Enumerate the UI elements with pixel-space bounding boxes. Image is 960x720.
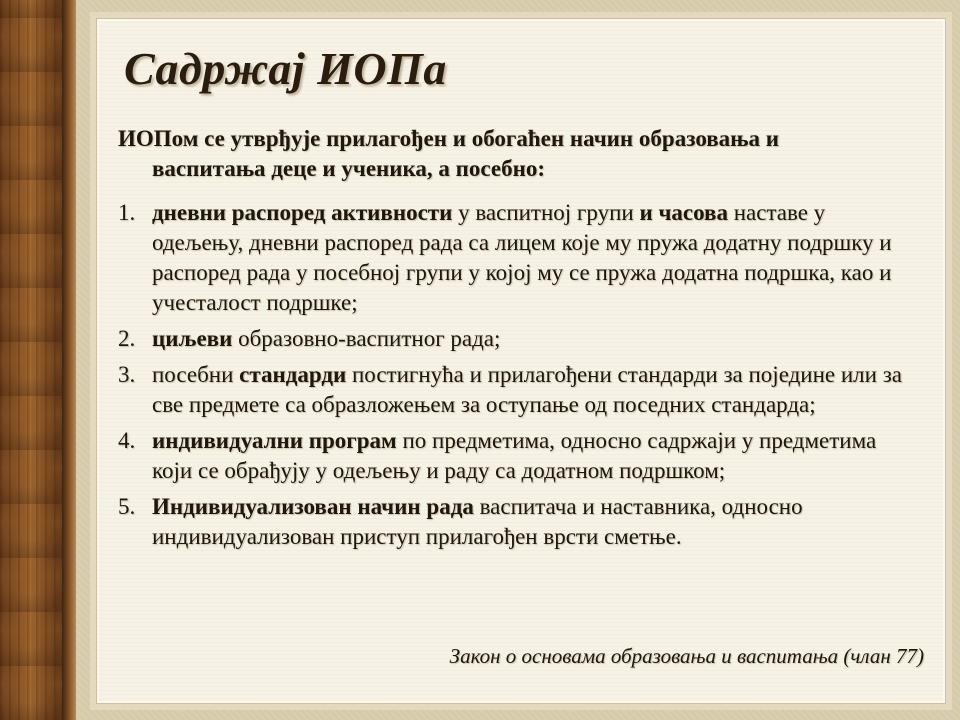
item-text: васпитача и наставника, односно индивидуализован приступ прилагођен врсти сметње. <box>152 494 803 549</box>
list-number: 5. <box>118 494 136 519</box>
intro-line-2: васпитања деце и ученика, а посебно: <box>152 156 546 181</box>
wood-edge <box>62 0 76 720</box>
list-number: 4. <box>118 428 136 453</box>
item-text-bold: стандарди <box>239 362 347 387</box>
item-text: наставе у одељењу, дневни распоред рада са лицем које му пружа додатну подршку и распоред рада у посебној групи у којој му се пружа додатна подршка, као и учесталост подршке; <box>152 200 892 315</box>
list-item <box>118 426 918 486</box>
item-text-bold: дневни распоред активности <box>152 200 453 225</box>
content-list <box>118 198 918 558</box>
list-number: 2. <box>118 326 136 351</box>
item-text-bold: индивидуални програм <box>152 428 397 453</box>
list-item <box>118 360 918 420</box>
item-text: посебни <box>152 362 240 387</box>
list-item <box>118 492 918 552</box>
item-text-bold: циљеви <box>152 326 233 351</box>
item-text-bold: Индивидуализован начин рада <box>152 494 474 519</box>
item-text: образовно-васпитног рада; <box>232 326 501 351</box>
slide-title: Садржај ИОПа <box>124 43 447 94</box>
intro-paragraph <box>118 124 918 184</box>
list-item <box>118 324 918 354</box>
item-text-bold: и часова <box>639 200 728 225</box>
item-text: постигнућа и прилагођени стандарди за поједине или за све предмете са образложењем за оступање од поседних стандарда; <box>152 362 903 417</box>
list-number: 3. <box>118 362 136 387</box>
intro-line-1: ИОПом се утврђује прилагођен и обогаћен начин образовања и <box>118 126 779 151</box>
list-item <box>118 198 918 318</box>
list-number: 1. <box>118 200 136 225</box>
wood-border <box>0 0 62 720</box>
item-text: у васпитној групи <box>452 200 640 225</box>
source-citation: Закон о основама образовања и васпитања (члан 77) <box>449 644 924 668</box>
item-text: по предметима, односно садржаји у предметима који се обрађују у одељењу и раду са додатном подршком; <box>152 428 877 483</box>
